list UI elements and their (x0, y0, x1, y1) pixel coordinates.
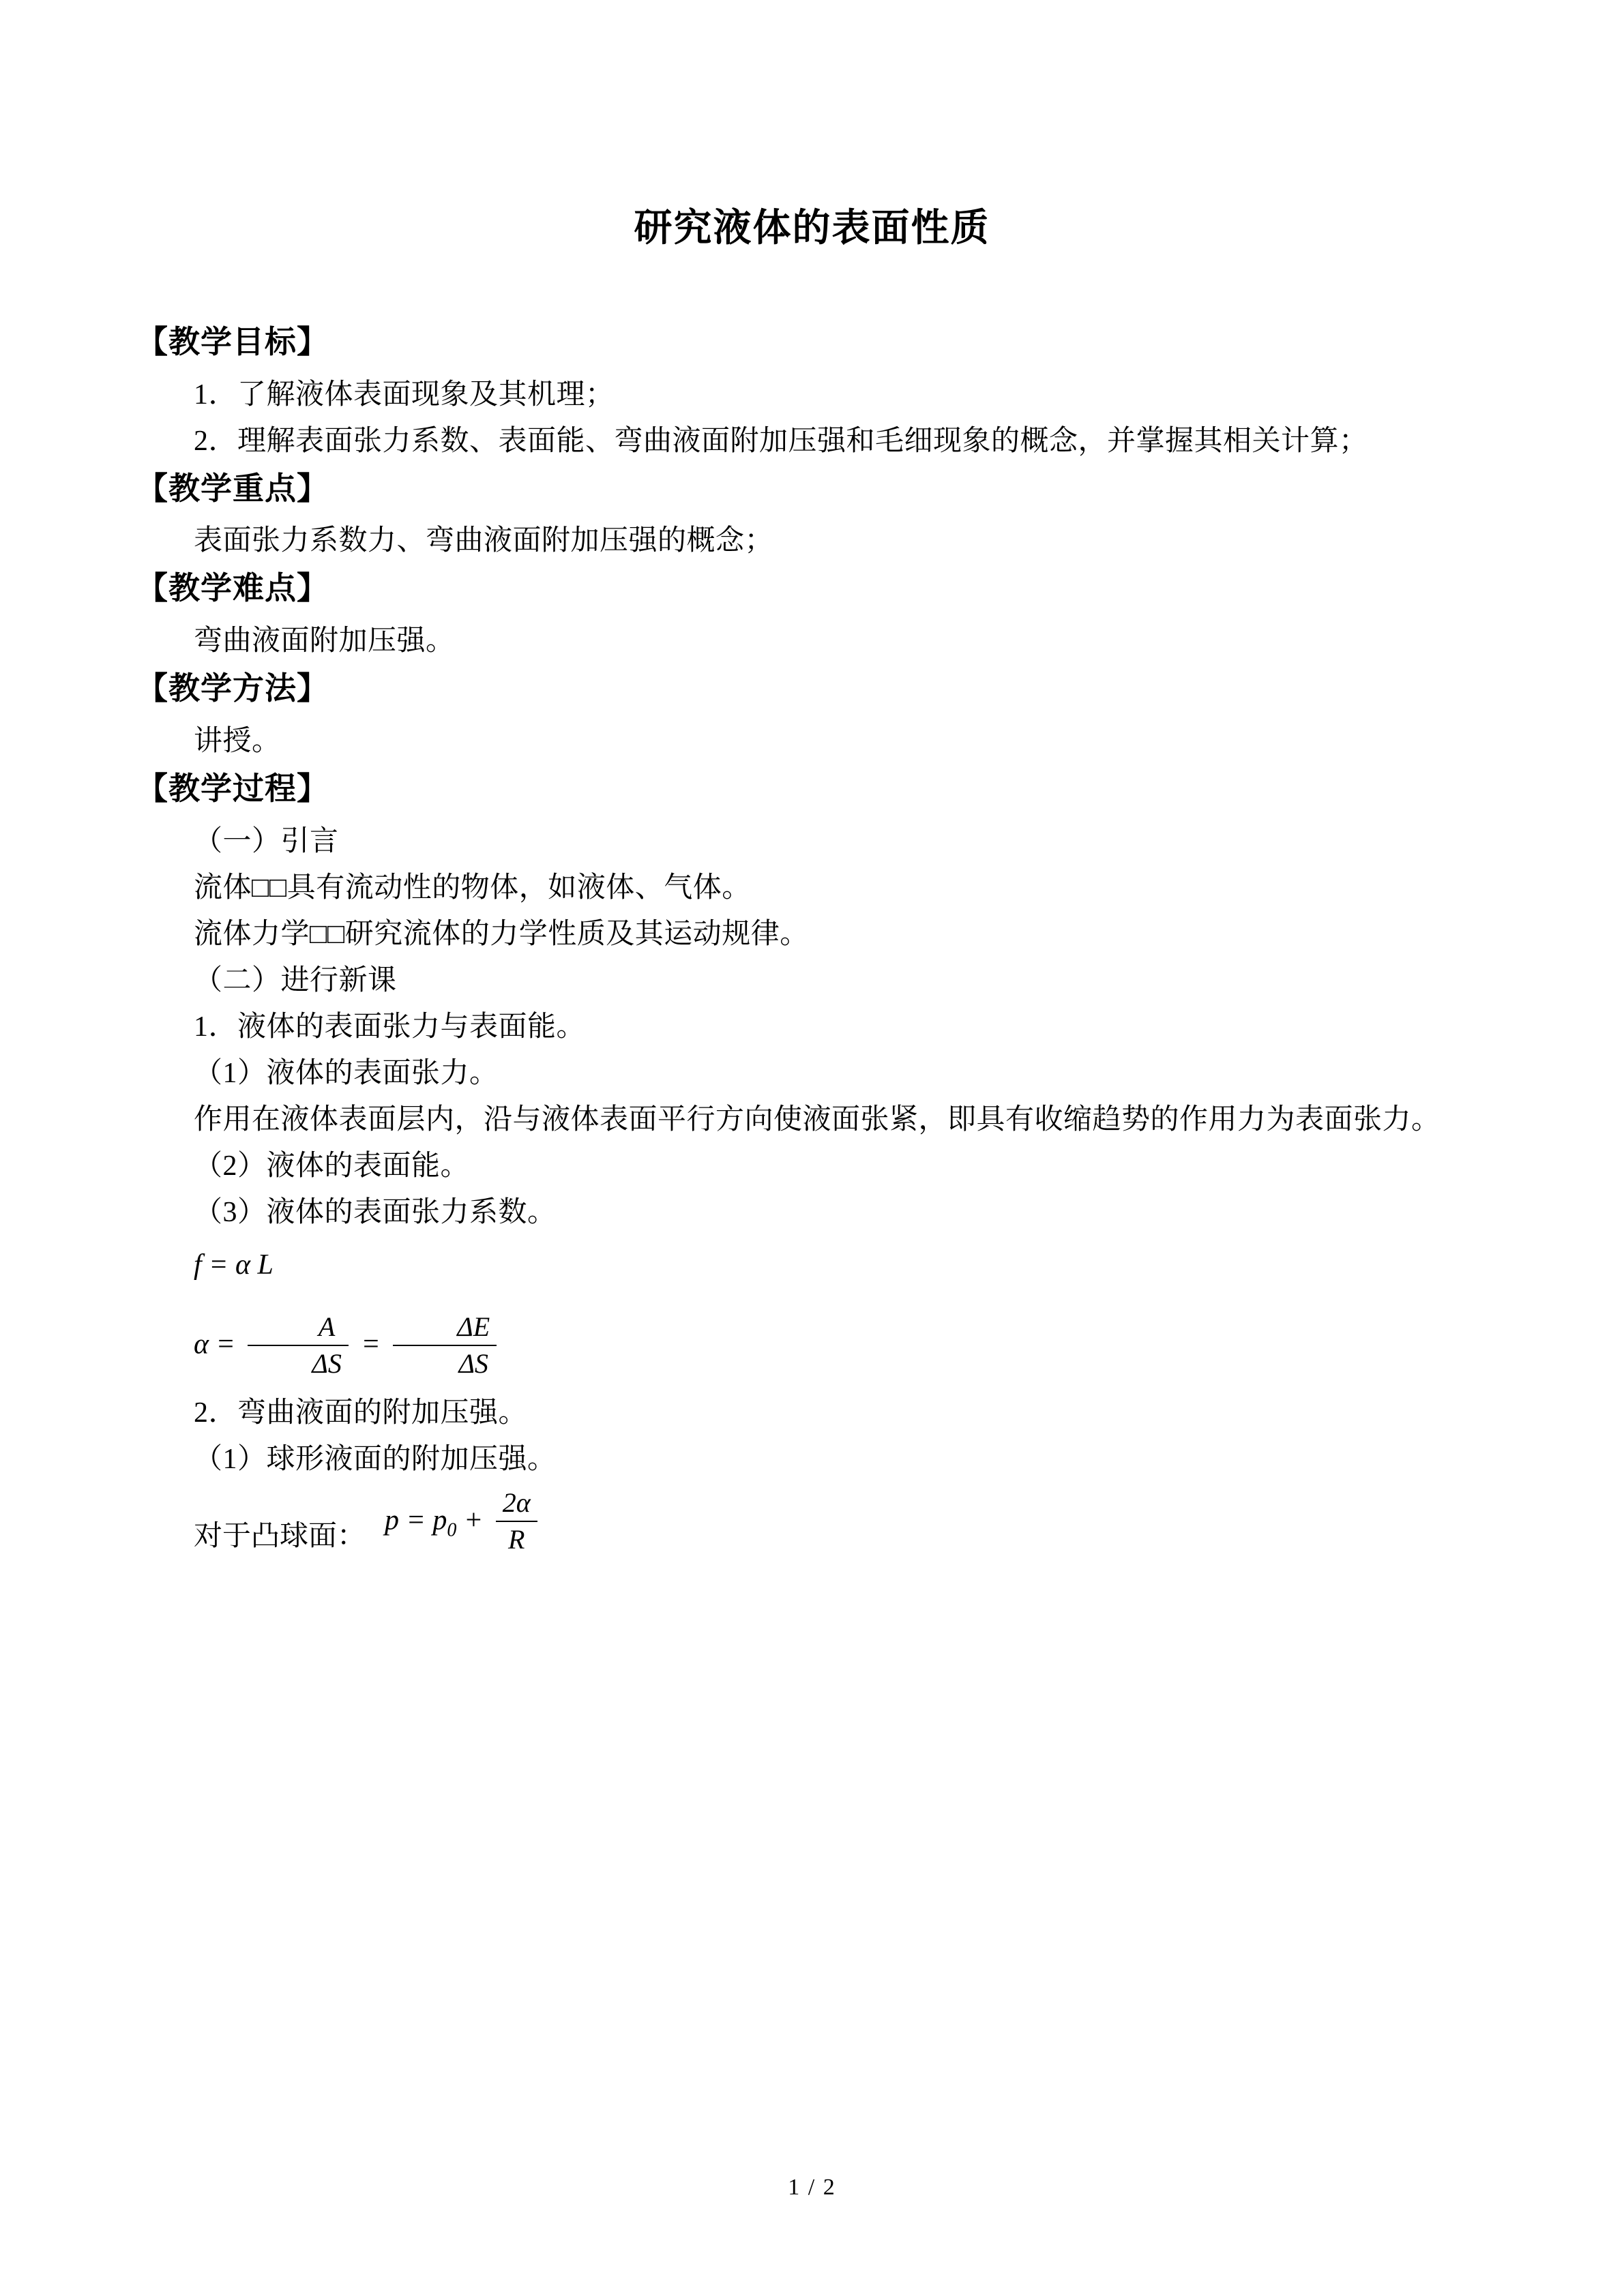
section-heading-methods: 【教学方法】 (136, 671, 329, 706)
formula-f-equals-alpha-l: f = α L (194, 1249, 274, 1281)
paragraph-item-1-1: （1）液体的表面张力。 (194, 1057, 499, 1089)
section-heading-key-points: 【教学重点】 (136, 471, 329, 506)
section-heading-objectives: 【教学目标】 (136, 325, 329, 359)
paragraph-item-1-2: （2）液体的表面能。 (194, 1150, 470, 1182)
section-heading-process: 【教学过程】 (136, 771, 329, 806)
page-title: 研究液体的表面性质 (634, 207, 990, 250)
formula-alpha-numerator-1: A (248, 1311, 348, 1346)
formula-alpha-equals: = (361, 1328, 381, 1360)
formula-alpha-fraction-2 (393, 1311, 497, 1380)
paragraph-item-1: 1．液体的表面张力与表面能。 (194, 1011, 586, 1043)
paragraph-new-lesson-head: （二）进行新课 (194, 964, 397, 996)
paragraph-fluid-mechanics-definition: 流体力学□□研究流体的力学性质及其运动规律。 (194, 918, 809, 950)
paragraph-item-1-3: （3）液体的表面张力系数。 (194, 1196, 557, 1228)
formula-pressure-plus: + (463, 1504, 484, 1536)
formula-pressure-fraction (496, 1487, 537, 1556)
formula-alpha-numerator-2: ΔE (393, 1311, 497, 1346)
paragraph-key-points: 表面张力系数力、弯曲液面附加压强的概念； (194, 525, 774, 557)
formula-alpha-lhs: α = (194, 1328, 235, 1360)
paragraph-objective-1: 1．了解液体表面现象及其机理； (194, 378, 615, 411)
paragraph-difficulties: 弯曲液面附加压强。 (194, 625, 455, 657)
formula-pressure-subscript: 0 (447, 1519, 457, 1541)
page-footer: 1 / 2 (788, 2175, 836, 2200)
paragraph-process-intro-head: （一）引言 (194, 825, 339, 857)
formula-convex-pressure (385, 1488, 543, 1557)
paragraph-objective-2: 2．理解表面张力系数、表面能、弯曲液面附加压强和毛细现象的概念，并掌握其相关计算； (194, 425, 1368, 457)
formula-alpha-coefficient (136, 1312, 1488, 1382)
formula-row-convex-sphere (136, 1487, 1488, 1568)
paragraph-item-2-1: （1）球形液面的附加压强。 (194, 1444, 557, 1476)
section-heading-difficulties: 【教学难点】 (136, 571, 329, 606)
formula-pressure-denominator: R (507, 1524, 525, 1555)
paragraph-surface-tension-definition: 作用在液体表面层内，沿与液体表面平行方向使液面张紧，即具有收缩趋势的作用力为表面张力。 (194, 1103, 1441, 1135)
formula-alpha-denominator-1: ΔS (312, 1348, 342, 1380)
paragraph-item-2: 2．弯曲液面的附加压强。 (194, 1397, 528, 1429)
paragraph-fluid-definition: 流体□□具有流动性的物体，如液体、气体。 (194, 871, 751, 904)
formula-pressure-numerator: 2α (496, 1487, 537, 1522)
formula-alpha-denominator-2: ΔS (458, 1348, 488, 1380)
formula-convex-label: 对于凸球面： (194, 1521, 366, 1553)
formula-pressure-lhs: p = p (385, 1504, 447, 1536)
formula-alpha-fraction-1 (248, 1311, 348, 1380)
paragraph-methods: 讲授。 (194, 725, 281, 757)
